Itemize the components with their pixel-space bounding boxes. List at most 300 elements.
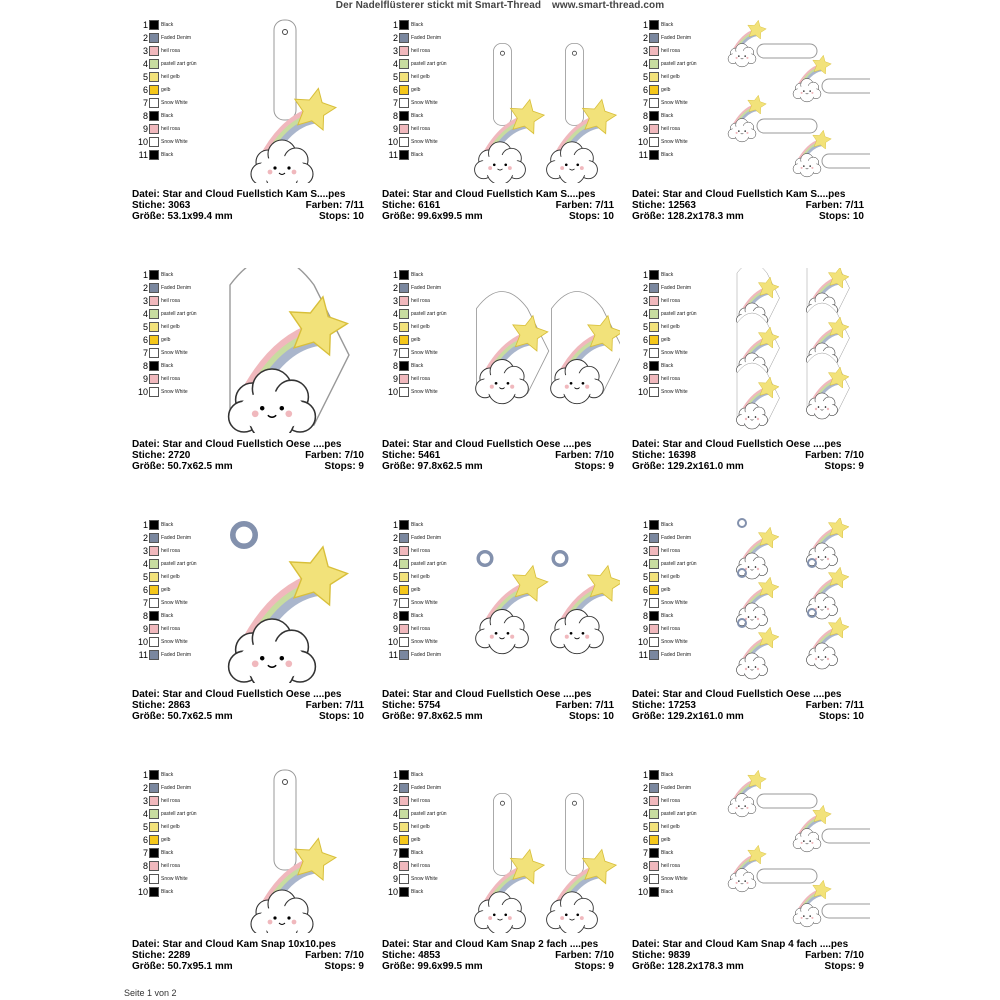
- thread-name: Snow White: [411, 388, 438, 395]
- thread-name: gelb: [411, 836, 421, 843]
- palette-number: 11: [388, 649, 398, 660]
- color-swatch: [649, 809, 659, 819]
- color-swatch: [149, 85, 159, 95]
- thread-name: pastell zart grün: [661, 560, 697, 567]
- thread-name: heil rosa: [161, 625, 180, 632]
- thread-palette: [136, 18, 206, 161]
- color-swatch: [649, 33, 659, 43]
- thread-name: pastell zart grün: [411, 810, 447, 817]
- star-shape: [295, 88, 336, 130]
- file-line: [382, 689, 614, 700]
- palette-number: 3: [142, 295, 148, 306]
- embroidery-motif: [737, 363, 780, 429]
- thread-name: heil rosa: [661, 297, 680, 304]
- file-name: Datei: Star and Cloud Fuellstich Kam S....pes: [132, 189, 346, 200]
- embroidery-motif: [793, 55, 831, 102]
- thread-name: Faded Denim: [661, 34, 692, 41]
- palette-row: [136, 833, 206, 846]
- color-swatch: [399, 835, 409, 845]
- embroidery-motif: [807, 518, 849, 569]
- palette-number: 7: [642, 97, 648, 108]
- ring-eyelet: [553, 552, 567, 566]
- palette-number: 2: [142, 32, 148, 43]
- thread-name: Snow White: [161, 138, 188, 145]
- palette-number: 4: [642, 558, 648, 569]
- palette-row: [386, 648, 456, 661]
- palette-number: 10: [637, 636, 648, 647]
- thread-name: heil gelb: [411, 73, 430, 80]
- color-count: Farben: 7/10: [305, 450, 364, 461]
- color-swatch: [149, 624, 159, 634]
- color-swatch: [649, 374, 659, 384]
- palette-row: [136, 385, 206, 398]
- palette-row: [136, 96, 206, 109]
- palette-number: 10: [387, 386, 398, 397]
- thread-name: heil rosa: [411, 375, 430, 382]
- palette-number: 1: [142, 769, 148, 780]
- palette-number: 8: [642, 360, 648, 371]
- palette-row: [136, 57, 206, 70]
- palette-row: [636, 96, 706, 109]
- palette-number: 4: [142, 808, 148, 819]
- palette-number: 5: [142, 71, 148, 82]
- snap-strip: [757, 794, 817, 808]
- palette-number: 9: [142, 623, 148, 634]
- thread-name: Snow White: [411, 875, 438, 882]
- stitch-line: [132, 450, 364, 461]
- stitch-count: Stiche: 9839: [632, 950, 691, 961]
- design-info: [382, 689, 614, 722]
- thread-name: heil rosa: [161, 797, 180, 804]
- palette-number: 7: [642, 847, 648, 858]
- palette-row: [636, 83, 706, 96]
- thread-palette: [386, 768, 456, 898]
- palette-number: 4: [392, 558, 398, 569]
- color-swatch: [649, 533, 659, 543]
- palette-row: [136, 359, 206, 372]
- design-grid: [130, 14, 870, 974]
- thread-name: Black: [411, 888, 424, 895]
- color-swatch: [649, 309, 659, 319]
- stitch-count: Stiche: 2720: [132, 450, 191, 461]
- thread-name: Snow White: [661, 599, 688, 606]
- thread-name: Black: [161, 271, 174, 278]
- design-info: [632, 689, 864, 722]
- thread-name: Snow White: [661, 388, 688, 395]
- palette-row: [636, 518, 706, 531]
- palette-number: 3: [392, 545, 398, 556]
- cloud-shape: [728, 794, 756, 817]
- thread-name: Snow White: [411, 138, 438, 145]
- star-shape: [828, 567, 849, 588]
- palette-row: [386, 148, 456, 161]
- file-name: Datei: Star and Cloud Fuellstich Oese ....pes: [132, 439, 342, 450]
- thread-name: Black: [661, 21, 674, 28]
- palette-number: 2: [642, 782, 648, 793]
- snap-hole: [500, 51, 504, 55]
- palette-row: [136, 18, 206, 31]
- palette-number: 9: [642, 873, 648, 884]
- palette-number: 8: [142, 610, 148, 621]
- file-line: [132, 189, 364, 200]
- thread-palette: [386, 518, 456, 661]
- stop-count: Stops: 10: [568, 711, 614, 722]
- color-swatch: [149, 374, 159, 384]
- thread-name: pastell zart grün: [661, 60, 697, 67]
- palette-row: [136, 820, 206, 833]
- color-swatch: [399, 809, 409, 819]
- thread-name: pastell zart grün: [411, 60, 447, 67]
- color-swatch: [149, 98, 159, 108]
- embroidery-preview: [212, 18, 370, 183]
- thread-name: heil rosa: [161, 862, 180, 869]
- thread-palette: [386, 18, 456, 161]
- color-swatch: [399, 637, 409, 647]
- palette-number: 3: [642, 295, 648, 306]
- palette-row: [636, 122, 706, 135]
- color-swatch: [149, 283, 159, 293]
- ring-eyelet: [738, 519, 746, 527]
- color-swatch: [149, 296, 159, 306]
- color-swatch: [649, 598, 659, 608]
- file-line: [132, 689, 364, 700]
- palette-number: 6: [142, 334, 148, 345]
- color-swatch: [399, 783, 409, 793]
- embroidery-preview: [462, 768, 620, 933]
- palette-number: 10: [637, 136, 648, 147]
- thread-name: heil rosa: [411, 297, 430, 304]
- stitch-count: Stiche: 16398: [632, 450, 696, 461]
- palette-row: [386, 31, 456, 44]
- cloud-shape: [551, 610, 604, 654]
- thread-name: heil rosa: [161, 297, 180, 304]
- color-swatch: [399, 46, 409, 56]
- thread-name: Faded Denim: [661, 534, 692, 541]
- star-shape: [748, 20, 766, 39]
- embroidery-motif: [807, 353, 850, 419]
- thread-name: Faded Denim: [161, 784, 192, 791]
- palette-row: [636, 820, 706, 833]
- embroidery-preview: [462, 518, 620, 683]
- thread-name: gelb: [661, 86, 671, 93]
- palette-number: 9: [642, 123, 648, 134]
- palette-row: [636, 846, 706, 859]
- color-swatch: [149, 137, 159, 147]
- thread-name: heil gelb: [161, 73, 180, 80]
- thread-name: heil rosa: [661, 47, 680, 54]
- color-swatch: [399, 137, 409, 147]
- stitch-count: Stiche: 4853: [382, 950, 441, 961]
- palette-row: [636, 544, 706, 557]
- palette-row: [386, 544, 456, 557]
- ring-eyelet: [233, 524, 255, 546]
- thread-name: Black: [411, 271, 424, 278]
- palette-row: [386, 531, 456, 544]
- embroidery-preview: [212, 518, 370, 683]
- palette-row: [386, 294, 456, 307]
- palette-row: [136, 268, 206, 281]
- palette-row: [636, 148, 706, 161]
- design-card: [130, 264, 370, 504]
- stitch-line: [632, 450, 864, 461]
- palette-number: 5: [392, 821, 398, 832]
- thread-name: Faded Denim: [411, 34, 442, 41]
- color-swatch: [399, 598, 409, 608]
- thread-name: Snow White: [411, 638, 438, 645]
- snap-tab: [493, 793, 511, 875]
- palette-number: 3: [392, 295, 398, 306]
- embroidery-preview: [462, 18, 620, 183]
- color-swatch: [649, 335, 659, 345]
- file-line: [632, 189, 864, 200]
- palette-row: [136, 518, 206, 531]
- star-shape: [748, 770, 766, 789]
- design-info: [382, 939, 614, 972]
- color-swatch: [399, 335, 409, 345]
- palette-row: [386, 18, 456, 31]
- palette-row: [136, 557, 206, 570]
- palette-row: [386, 385, 456, 398]
- palette-number: 6: [642, 584, 648, 595]
- palette-number: 8: [142, 860, 148, 871]
- design-info: [132, 439, 364, 472]
- palette-number: 5: [142, 321, 148, 332]
- thread-name: Snow White: [161, 638, 188, 645]
- thread-name: heil rosa: [661, 547, 680, 554]
- palette-row: [636, 294, 706, 307]
- design-card: [630, 264, 870, 504]
- palette-row: [386, 583, 456, 596]
- color-swatch: [149, 861, 159, 871]
- thread-name: Faded Denim: [661, 284, 692, 291]
- palette-number: 7: [142, 847, 148, 858]
- thread-name: Black: [161, 612, 174, 619]
- thread-name: Snow White: [661, 349, 688, 356]
- thread-name: gelb: [411, 86, 421, 93]
- thread-name: heil rosa: [161, 125, 180, 132]
- palette-row: [636, 109, 706, 122]
- palette-row: [386, 109, 456, 122]
- cloud-shape: [793, 829, 821, 852]
- embroidery-motif: [728, 95, 766, 142]
- thread-name: gelb: [161, 86, 171, 93]
- thread-name: Faded Denim: [411, 651, 442, 658]
- embroidery-motif: [547, 43, 617, 183]
- cloud-shape: [807, 643, 838, 669]
- palette-row: [136, 294, 206, 307]
- color-swatch: [149, 72, 159, 82]
- thread-palette: [636, 268, 706, 398]
- star-shape: [510, 849, 544, 883]
- snap-hole: [283, 780, 288, 785]
- cloud-shape: [251, 140, 313, 183]
- stitch-line: [632, 950, 864, 961]
- palette-row: [636, 31, 706, 44]
- thread-name: heil gelb: [661, 573, 680, 580]
- palette-number: 9: [142, 123, 148, 134]
- star-shape: [513, 566, 548, 601]
- stitch-line: [382, 450, 614, 461]
- design-size: Größe: 99.6x99.5 mm: [382, 211, 483, 222]
- thread-name: Black: [411, 151, 424, 158]
- color-swatch: [149, 335, 159, 345]
- palette-number: 10: [387, 136, 398, 147]
- stitch-line: [132, 700, 364, 711]
- star-shape: [813, 880, 831, 899]
- color-swatch: [399, 33, 409, 43]
- color-swatch: [649, 783, 659, 793]
- snap-hole: [572, 51, 576, 55]
- palette-row: [636, 359, 706, 372]
- color-swatch: [649, 387, 659, 397]
- stop-count: Stops: 9: [824, 461, 864, 472]
- palette-number: 6: [392, 834, 398, 845]
- palette-number: 2: [642, 532, 648, 543]
- palette-row: [636, 44, 706, 57]
- file-line: [632, 439, 864, 450]
- cloud-shape: [475, 142, 526, 183]
- page-footer: Seite 1 von 2: [124, 988, 177, 998]
- thread-name: Black: [661, 362, 674, 369]
- thread-name: gelb: [161, 836, 171, 843]
- thread-name: Snow White: [661, 138, 688, 145]
- thread-name: Snow White: [161, 875, 188, 882]
- palette-number: 2: [642, 282, 648, 293]
- thread-name: Snow White: [161, 349, 188, 356]
- color-swatch: [649, 835, 659, 845]
- palette-row: [136, 320, 206, 333]
- palette-row: [136, 583, 206, 596]
- color-swatch: [149, 387, 159, 397]
- star-shape: [290, 547, 348, 605]
- palette-row: [386, 44, 456, 57]
- page-header: [0, 0, 1000, 11]
- thread-name: heil gelb: [661, 823, 680, 830]
- file-line: [132, 439, 364, 450]
- color-swatch: [149, 150, 159, 160]
- palette-number: 1: [642, 269, 648, 280]
- design-size: Größe: 99.6x99.5 mm: [382, 961, 483, 972]
- color-swatch: [399, 124, 409, 134]
- star-shape: [813, 805, 831, 824]
- design-info: [132, 689, 364, 722]
- palette-row: [386, 794, 456, 807]
- thread-name: Black: [661, 771, 674, 778]
- file-name: Datei: Star and Cloud Fuellstich Kam S....pes: [632, 189, 846, 200]
- stitch-line: [132, 950, 364, 961]
- palette-row: [636, 57, 706, 70]
- palette-row: [386, 346, 456, 359]
- color-count: Farben: 7/11: [555, 200, 614, 211]
- cloud-shape: [793, 154, 821, 177]
- thread-name: Snow White: [411, 349, 438, 356]
- thread-name: Black: [661, 888, 674, 895]
- thread-name: Faded Denim: [411, 784, 442, 791]
- stitch-count: Stiche: 17253: [632, 700, 696, 711]
- palette-number: 6: [392, 584, 398, 595]
- palette-row: [136, 768, 206, 781]
- color-swatch: [149, 572, 159, 582]
- palette-row: [386, 122, 456, 135]
- palette-number: 1: [142, 519, 148, 530]
- color-swatch: [149, 559, 159, 569]
- palette-row: [636, 268, 706, 281]
- color-swatch: [649, 770, 659, 780]
- star-shape: [828, 617, 849, 638]
- embroidery-motif: [475, 793, 545, 933]
- thread-name: Black: [161, 771, 174, 778]
- color-swatch: [149, 598, 159, 608]
- color-swatch: [649, 348, 659, 358]
- embroidery-preview: [712, 518, 870, 683]
- color-swatch: [399, 72, 409, 82]
- embroidery-preview: [712, 768, 870, 933]
- color-swatch: [149, 783, 159, 793]
- header-url: www.smart-thread.com: [552, 0, 665, 11]
- thread-name: heil gelb: [411, 323, 430, 330]
- embroidery-motif: [547, 793, 617, 933]
- thread-name: Faded Denim: [411, 534, 442, 541]
- color-swatch: [649, 822, 659, 832]
- palette-number: 1: [642, 519, 648, 530]
- color-swatch: [399, 887, 409, 897]
- color-swatch: [649, 861, 659, 871]
- palette-number: 7: [142, 347, 148, 358]
- palette-number: 2: [392, 282, 398, 293]
- thread-name: Black: [161, 112, 174, 119]
- star-shape: [758, 527, 779, 548]
- design-info: [382, 439, 614, 472]
- palette-row: [136, 635, 206, 648]
- color-swatch: [399, 20, 409, 30]
- color-swatch: [649, 559, 659, 569]
- design-card: [380, 514, 620, 754]
- palette-number: 5: [642, 571, 648, 582]
- palette-row: [636, 635, 706, 648]
- palette-number: 8: [642, 110, 648, 121]
- thread-name: Snow White: [661, 99, 688, 106]
- palette-number: 6: [392, 84, 398, 95]
- thread-name: gelb: [161, 336, 171, 343]
- thread-name: Black: [161, 521, 174, 528]
- palette-number: 6: [642, 84, 648, 95]
- color-swatch: [649, 637, 659, 647]
- thread-name: Black: [411, 521, 424, 528]
- palette-number: 2: [142, 532, 148, 543]
- stitch-count: Stiche: 6161: [382, 200, 441, 211]
- star-shape: [582, 99, 616, 133]
- palette-row: [386, 609, 456, 622]
- color-swatch: [399, 387, 409, 397]
- palette-number: 2: [392, 32, 398, 43]
- color-swatch: [399, 611, 409, 621]
- color-swatch: [649, 137, 659, 147]
- thread-name: gelb: [161, 586, 171, 593]
- file-name: Datei: Star and Cloud Fuellstich Oese ....pes: [382, 689, 592, 700]
- color-count: Farben: 7/10: [555, 450, 614, 461]
- color-swatch: [649, 322, 659, 332]
- palette-row: [136, 859, 206, 872]
- stitch-count: Stiche: 2289: [132, 950, 191, 961]
- thread-name: Faded Denim: [161, 651, 192, 658]
- color-count: Farben: 7/10: [305, 950, 364, 961]
- size-line: [632, 961, 864, 972]
- palette-row: [636, 833, 706, 846]
- size-line: [382, 711, 614, 722]
- embroidery-motif: [476, 552, 548, 654]
- embroidery-motif: [551, 292, 620, 404]
- thread-name: Faded Denim: [661, 651, 692, 658]
